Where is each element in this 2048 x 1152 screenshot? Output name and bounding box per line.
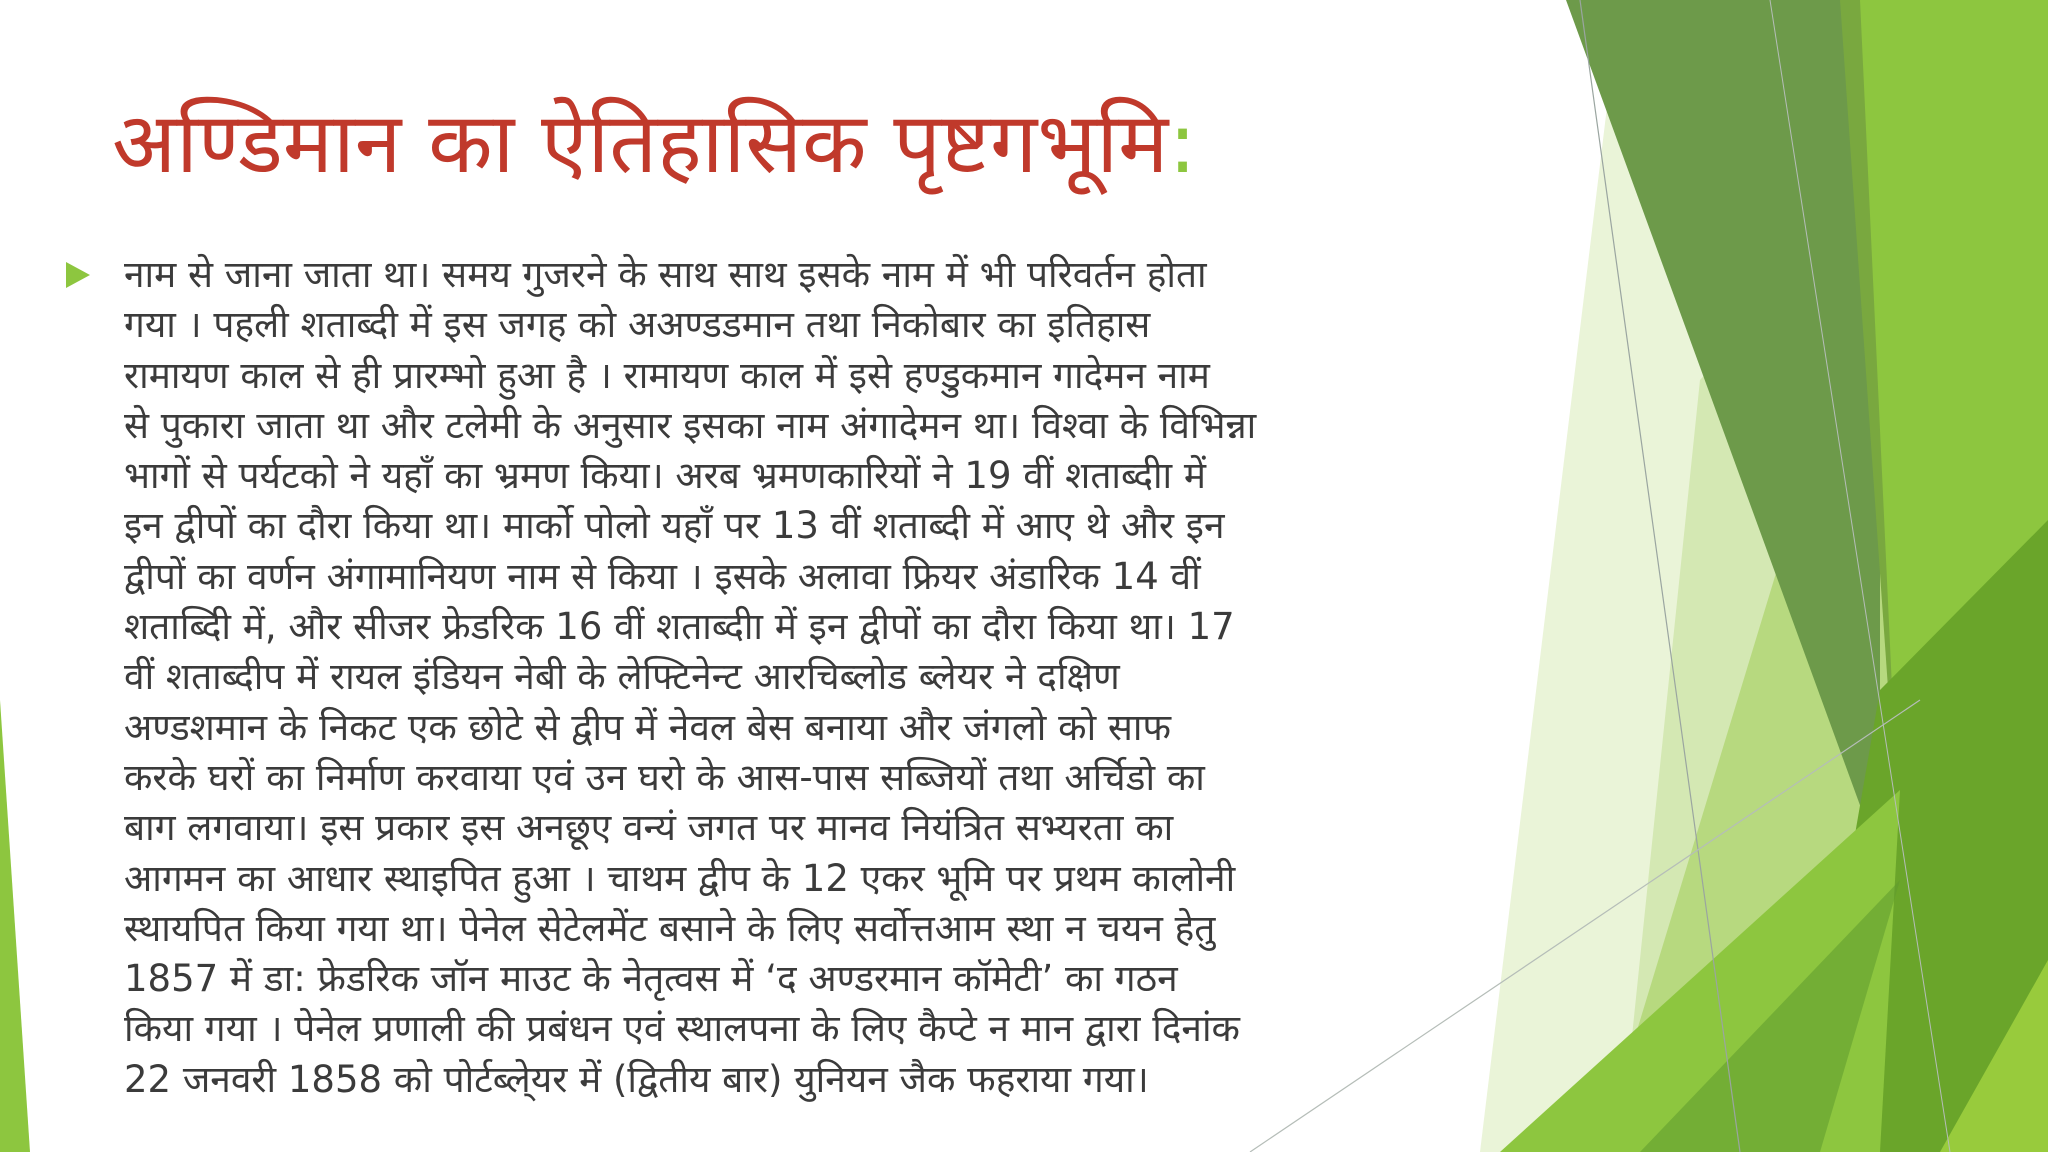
body-line: वीं शताब्दीप में रायल इंडियन नेबी के लेफ्टिनेन्ट आरचिब्लाेड ब्लेयर ने दक्षिण	[124, 655, 1120, 699]
slide-title-text: अण्डिमान का ऐतिहासिक पृष्टगभूमि	[112, 94, 1169, 192]
body-line: 1857 में डा: फ्रेडरिक जॉन माउट के नेतृत्वस में ‘द अण्डरमान कॉमेटी’ का गठन	[124, 957, 1178, 1001]
triangle-bullet-icon	[66, 262, 90, 288]
body-line: करके घरों का निर्माण करवाया एवं उन घरो के आस-पास सब्जियों तथा अर्चिडो का	[124, 755, 1205, 799]
body-line: शताब्दीि में, और सीजर फ्रेडरिक 16 वीं शताब्दीा में इन द्वीपों का दौरा किया था। 17	[124, 605, 1235, 649]
body-line: गया । पहली शताब्दी में इस जगह को अअण्डडमान तथा निकोबार का इतिहास	[124, 303, 1151, 347]
body-line: से पुकारा जाता था और टलेमी के अनुसार इसका नाम अंगादेमन था। विश्वा के विभिन्ना	[124, 403, 1257, 447]
bullet-body	[66, 250, 1486, 1105]
body-line: इन द्वीपों का दौरा किया था। मार्को पोलो यहाँ पर 13 वीं शताब्दी में आए थे और इन	[124, 504, 1225, 548]
body-line: भागों से पर्यटको ने यहाँ का भ्रमण किया। अरब भ्रमणकारियों ने 19 वीं शताब्दीा में	[124, 454, 1207, 498]
body-line: बाग लगवाया। इस प्रकार इस अनछूए वन्यं जगत पर मानव नियंत्रित सभ्यरता का	[124, 806, 1174, 850]
slide-title-colon: :	[1168, 94, 1197, 192]
body-line: अण्डशमान के निकट एक छोटे से द्वीप में नेवल बेस बनाया और जंगलो को साफ	[124, 705, 1172, 749]
body-line: स्थायपित किया गया था। पेनेल सेटेलमेंट बसाने के लिए सर्वोत्तआम स्था न चयन हेतु	[124, 906, 1216, 950]
body-line: द्वीपों का वर्णन अंगामानियण नाम से किया । इसके अलावा फ्रियर अंडारिक 14 वीं	[124, 554, 1201, 598]
body-line: 22 जनवरी 1858 को पोर्टब्ले्यर में (द्वितीय बार) युनियन जैक फहराया गया।	[124, 1057, 1149, 1101]
slide-title	[112, 88, 1412, 198]
body-line: नाम से जाना जाता था। समय गुजरने के साथ साथ इसके नाम में भी परिवर्तन होता	[124, 253, 1207, 296]
body-line: रामायण काल से ही प्रारम्भो हुआ है । रामायण काल में इसे हण्डुकमान गादेमन नाम	[124, 353, 1210, 397]
body-line: किया गया । पेनेल प्रणाली की प्रबंधन एवं स्थालपना के लिए कैप्टे न मान द्वारा दिनांक	[124, 1007, 1240, 1051]
body-paragraph	[66, 250, 1486, 1105]
left-edge-facet	[0, 700, 30, 1152]
body-line: आगमन का आधार स्थाइपित हुआ । चाथम द्वीप के 12 एकर भूमि पर प्रथम कालोनी	[124, 856, 1236, 900]
